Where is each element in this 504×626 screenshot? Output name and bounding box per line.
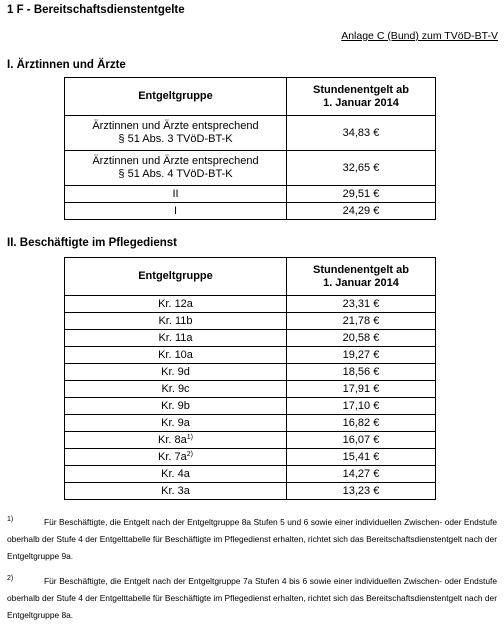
table-row: [65, 203, 436, 220]
group-cell: [65, 116, 287, 151]
header-line: Stundenentgelt ab: [313, 263, 409, 276]
value-cell: 24,29 €: [287, 203, 436, 220]
group-cell: [65, 483, 287, 500]
group-label: § 51 Abs. 4 TVöD-BT-K: [118, 168, 233, 180]
table-row: [65, 398, 436, 415]
section-title-aerzte: I. Ärztinnen und Ärzte: [7, 59, 126, 71]
group-label: Kr. 8a: [158, 433, 187, 446]
footnote-reference: 1): [186, 433, 193, 441]
table-row: [65, 381, 436, 398]
group-label: Kr. 10a: [158, 348, 193, 361]
table-row: [65, 483, 436, 500]
group-cell: [65, 296, 287, 313]
group-cell: [65, 347, 287, 364]
group-cell: II: [65, 186, 287, 203]
value-cell: 29,51 €: [287, 186, 436, 203]
footnote-mark: 2): [7, 575, 14, 582]
group-label: Kr. 9a: [161, 416, 190, 429]
table-row: [65, 296, 436, 313]
table-header-row: [65, 78, 436, 116]
group-label: Ärztinnen und Ärzte entsprechend: [92, 155, 259, 167]
document-title: 1 F - Bereitschaftsdienstentgelte: [7, 4, 185, 16]
table-row: [65, 466, 436, 483]
group-cell: [65, 330, 287, 347]
footnote-text: Für Beschäftigte, die Entgelt nach der Entgeltgruppe 7a Stufen 4 bis 6 sowie einer individuellen Zwischen- oder Endstufe oberhalb der Stufe 4 der Entgelttabelle für Beschäftigte im Pflegedienst erhalten, richtet sich das Bereitschaftsdienstentgelt nach der Entgeltgruppe 8a.: [7, 576, 497, 620]
column-header-stundenentgelt: [287, 258, 436, 296]
group-label: Kr. 9d: [161, 365, 190, 378]
value-cell: 32,65 €: [287, 151, 436, 186]
footnote-text: Für Beschäftigte, die Entgelt nach der Entgeltgruppe 8a Stufen 5 und 6 sowie einer individuellen Zwischen- oder Endstufe oberhalb der Stufe 4 der Entgelttabelle für Beschäftigte im Pflegedienst erhalten, richtet sich das Bereitschaftsdienstentgelt nach der Entgeltgruppe 9a.: [7, 517, 497, 561]
value-cell: 16,82 €: [287, 415, 436, 432]
footnote-1: [7, 514, 497, 565]
value-cell: 13,23 €: [287, 483, 436, 500]
table-row: [65, 330, 436, 347]
value-cell: 21,78 €: [287, 313, 436, 330]
column-header-entgeltgruppe: Entgeltgruppe: [65, 258, 287, 296]
group-cell: [65, 449, 287, 466]
value-cell: 16,07 €: [287, 432, 436, 449]
annex-reference: Anlage C (Bund) zum TVöD-BT-V: [341, 30, 498, 42]
group-label: Kr. 9c: [161, 382, 190, 395]
group-label: Kr. 4a: [161, 467, 190, 480]
footnote-mark: 1): [7, 516, 14, 523]
value-cell: 17,91 €: [287, 381, 436, 398]
footnote-2: [7, 573, 497, 624]
value-cell: 34,83 €: [287, 116, 436, 151]
column-header-entgeltgruppe: Entgeltgruppe: [65, 78, 287, 116]
group-cell: [65, 364, 287, 381]
table-row: [65, 415, 436, 432]
value-cell: 14,27 €: [287, 466, 436, 483]
group-cell: [65, 381, 287, 398]
value-cell: 17,10 €: [287, 398, 436, 415]
table-row: [65, 186, 436, 203]
group-cell: [65, 466, 287, 483]
group-label: Kr. 11a: [158, 331, 193, 344]
group-cell: [65, 398, 287, 415]
value-cell: 18,56 €: [287, 364, 436, 381]
header-line: Stundenentgelt ab: [313, 83, 409, 96]
group-label: Kr. 11b: [158, 314, 193, 327]
column-header-stundenentgelt: [287, 78, 436, 116]
group-label: Kr. 7a: [158, 450, 187, 463]
group-cell: [65, 432, 287, 449]
value-cell: 20,58 €: [287, 330, 436, 347]
value-cell: 19,27 €: [287, 347, 436, 364]
header-line: 1. Januar 2014: [323, 276, 399, 289]
table-pflegedienst: [64, 257, 436, 500]
table-row: [65, 116, 436, 151]
group-label: Ärztinnen und Ärzte entsprechend: [92, 120, 259, 132]
value-cell: 15,41 €: [287, 449, 436, 466]
group-label: § 51 Abs. 3 TVöD-BT-K: [118, 133, 233, 145]
table-row: [65, 449, 436, 466]
group-cell: [65, 313, 287, 330]
table-row: [65, 347, 436, 364]
table-aerzte: [64, 77, 436, 220]
table-row: [65, 432, 436, 449]
group-label: Kr. 9b: [161, 399, 190, 412]
group-cell: [65, 151, 287, 186]
group-cell: I: [65, 203, 287, 220]
table-row: [65, 151, 436, 186]
value-cell: 23,31 €: [287, 296, 436, 313]
header-line: 1. Januar 2014: [323, 96, 399, 109]
table-header-row: [65, 258, 436, 296]
table-row: [65, 313, 436, 330]
group-cell: [65, 415, 287, 432]
table-row: [65, 364, 436, 381]
section-title-pflegedienst: II. Beschäftigte im Pflegedienst: [7, 237, 177, 249]
group-label: Kr. 3a: [161, 484, 190, 497]
group-label: Kr. 12a: [158, 297, 193, 310]
footnote-reference: 2): [186, 450, 193, 458]
